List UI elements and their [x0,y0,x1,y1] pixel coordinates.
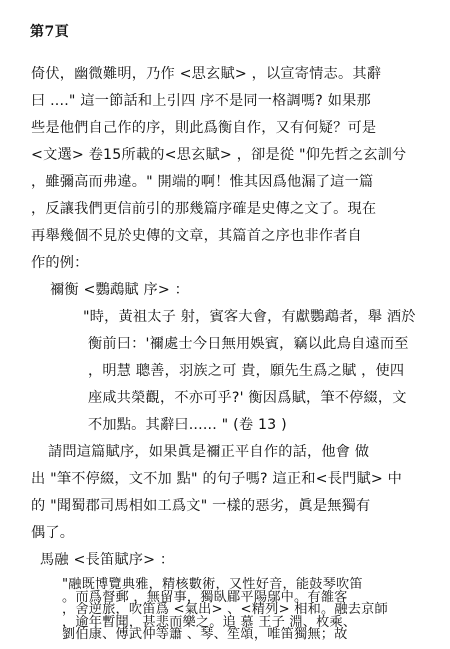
paragraph-line: 曰 ...." 這一節話和上引四 序不是同一格調嗎? 如果那 [31,93,371,109]
paragraph-line: 倚伏，幽微難明，乃作 <思玄賦> ，以宣寄情志。其辭 [31,66,382,82]
quote-line: ，逾年暫聞，甚悲而樂之。追 慕 王子 淵、枚乘、 [62,614,357,630]
quote-line: 不加點。其辭曰...... " (卷 13 ) [88,417,287,433]
quote-line: 。而爲督郵 ，無留事，獨臥郿平陽鄔中。有雒客 [62,589,348,605]
paragraph-line: 請問這篇賦序，如果眞是禰正平自作的話，他會 做 [48,444,370,460]
paragraph-line: 些是他們自己作的序，則此爲衡自作，又有何疑？可是 [31,120,377,136]
paragraph-line: <文選> 卷15所載的<思玄賦> ，卻是從 "仰先哲之玄訓兮 [31,147,407,163]
paragraph-line: 作的例： [31,255,89,271]
quote-line: 劉伯康、傅武仲等簫 、琴、笙頌，唯笛獨無；故 [62,627,348,642]
quote-line: 衡前曰：'禰處士今日無用娛賓，竊以此鳥自遠而至 [88,336,409,352]
paragraph-line: ，雖彌高而弗違。" 開端的啊！惟其因爲他漏了這一篇 [31,174,374,190]
page-number: 第7頁 [30,24,70,40]
paragraph-line: 偶了。 [31,525,75,541]
quote-line: ，舍逆旅，吹笛爲 <氣出> 、<精列> 相和。融去京師 [62,602,388,617]
quote-line: ，明慧 聰善，羽族之可 貴，願先生爲之賦 ，使四 [88,363,405,379]
example-heading: 馬融 <長笛賦序> ： [40,552,175,568]
example-heading: 禰衡 <鸚鵡賦 序> ： [50,282,190,298]
paragraph-line: 出 "筆不停綴，文不加 點" 的句子嗎? 這正和<長門賦> 中 [31,471,403,487]
paragraph-line: ，反讓我們更信前引的那幾篇序確是史傳之文了。現在 [31,201,377,217]
quote-line: "融既博覽典雅，精核數術，又性好音，能鼓琴吹笛 [62,577,363,592]
paragraph-line: 的 "聞蜀郡司馬相如工爲文" 一樣的惡劣，眞是無獨有 [31,498,371,514]
quote-line: "時，黃祖太子 射，賓客大會，有獻鸚鵡者，舉 酒於 [83,309,416,325]
quote-line: 座咸共榮觀，不亦可乎?' 衡因爲賦，筆不停綴，文 [88,390,407,406]
paragraph-line: 再舉幾個不見於史傳的文章，其篇首之序也非作者自 [31,228,362,244]
